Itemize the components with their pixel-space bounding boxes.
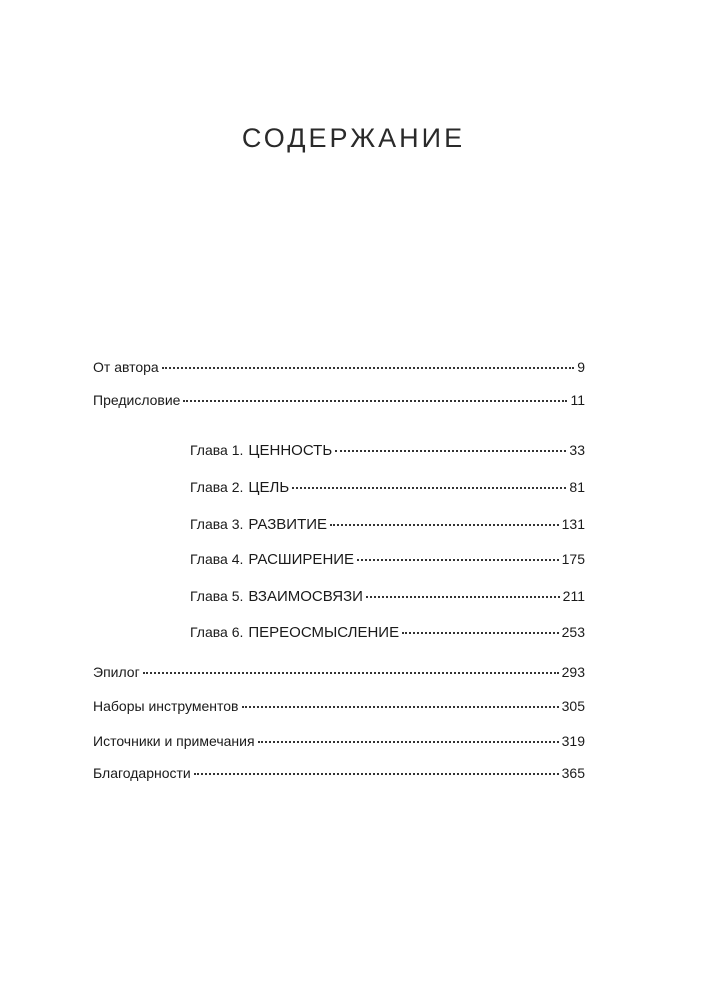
toc-entry-preface[interactable]: [93, 389, 585, 411]
toc-entry-label: Благодарности: [93, 765, 191, 781]
toc-entry-label: Источники и примечания: [93, 733, 255, 749]
toc-entry-chapter-5[interactable]: [190, 585, 585, 607]
toc-entry-page: 175: [561, 551, 585, 567]
toc-entry-chapter-3[interactable]: [190, 513, 585, 535]
chapter-number: Глава 2.: [190, 479, 244, 495]
chapter-number: Глава 1.: [190, 442, 244, 458]
dot-leader: [335, 450, 566, 452]
toc-entry-label: От автора: [93, 359, 159, 375]
toc-entry-label: ЦЕННОСТЬ: [248, 442, 333, 459]
chapter-number: Глава 5.: [190, 588, 244, 604]
toc-entry-label: Предисловие: [93, 392, 181, 408]
dot-leader: [258, 741, 559, 743]
toc-entry-page: 211: [562, 588, 585, 604]
toc-entry-chapter-4[interactable]: [190, 548, 585, 570]
toc-entry-sources-and-notes[interactable]: [93, 730, 585, 752]
dot-leader: [242, 706, 559, 708]
toc-entry-label: ПЕРЕОСМЫСЛЕНИЕ: [248, 624, 400, 641]
toc-entry-page: 131: [561, 516, 585, 532]
toc-entry-epilogue[interactable]: [93, 661, 585, 683]
toc-entry-from-author[interactable]: [93, 356, 585, 378]
toc-entry-page: 33: [569, 442, 585, 458]
dot-leader: [330, 524, 559, 526]
toc-entry-toolkits[interactable]: [93, 695, 585, 717]
dot-leader: [357, 559, 559, 561]
toc-entry-page: 81: [569, 479, 585, 495]
toc-entry-label: РАЗВИТИЕ: [248, 516, 328, 533]
chapter-number: Глава 6.: [190, 624, 244, 640]
toc-entry-label: ВЗАИМОСВЯЗИ: [248, 588, 363, 605]
dot-leader: [292, 487, 566, 489]
toc-entry-page: 11: [570, 392, 585, 408]
dot-leader: [143, 672, 559, 674]
dot-leader: [162, 367, 574, 369]
dot-leader: [366, 596, 560, 598]
toc-entry-label: Наборы инструментов: [93, 698, 239, 714]
toc-entry-page: 293: [561, 664, 585, 680]
dot-leader: [194, 773, 559, 775]
toc-entry-label: ЦЕЛЬ: [248, 479, 290, 496]
toc-entry-label: Эпилог: [93, 664, 140, 680]
toc-entry-acknowledgements[interactable]: [93, 762, 585, 784]
toc-entry-page: 319: [561, 733, 585, 749]
chapter-number: Глава 3.: [190, 516, 244, 532]
toc-entry-page: 305: [561, 698, 585, 714]
toc-entry-chapter-1[interactable]: [190, 439, 585, 461]
toc-entry-page: 253: [561, 624, 585, 640]
toc-entry-label: РАСШИРЕНИЕ: [248, 551, 355, 568]
toc-entry-page: 9: [577, 359, 585, 375]
toc-entry-page: 365: [561, 765, 585, 781]
dot-leader: [402, 632, 559, 634]
chapter-number: Глава 4.: [190, 551, 244, 567]
page-title: СОДЕРЖАНИЕ: [241, 123, 466, 153]
toc-entry-chapter-2[interactable]: [190, 476, 585, 498]
dot-leader: [183, 400, 567, 402]
toc-entry-chapter-6[interactable]: [190, 621, 585, 643]
